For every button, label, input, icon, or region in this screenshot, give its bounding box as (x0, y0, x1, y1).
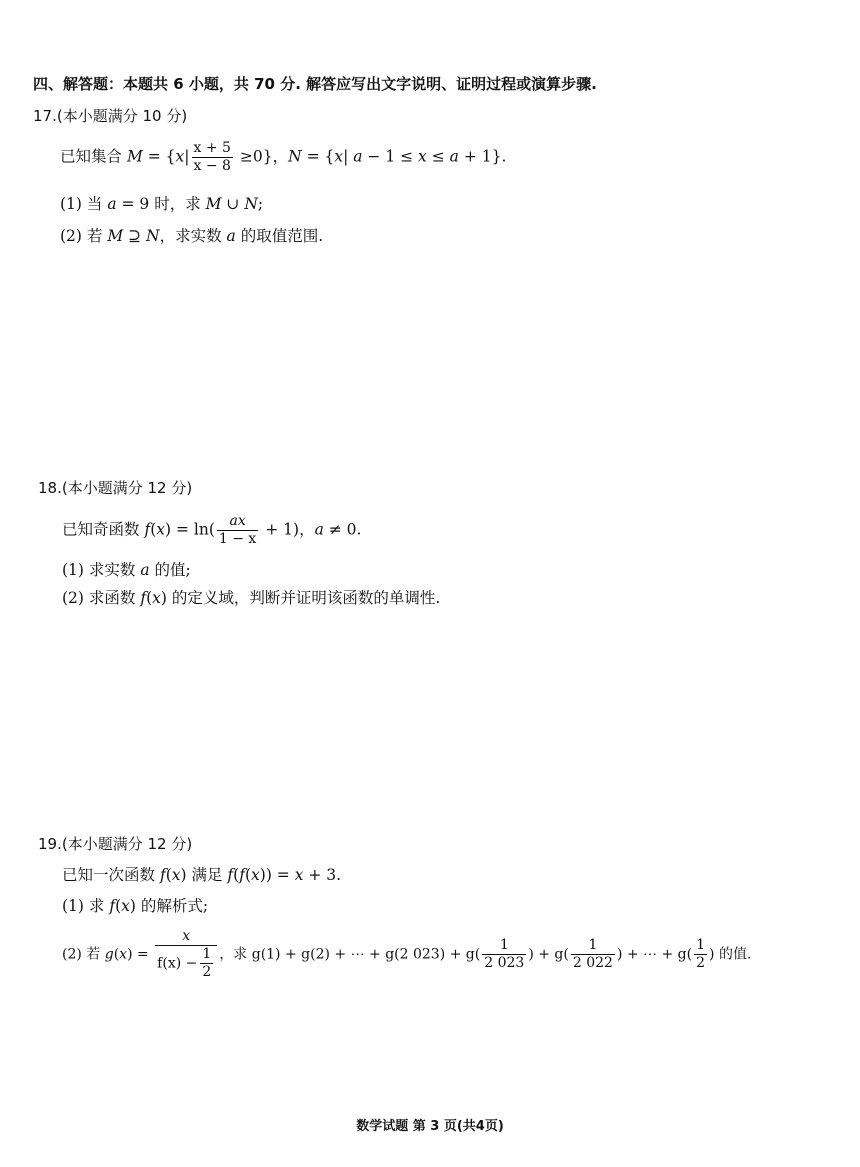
var-N: N (288, 147, 302, 166)
part-text: (2) 若 (60, 227, 108, 245)
fraction-denominator: 2 022 (572, 955, 613, 971)
part-text: (1) 求 (62, 897, 110, 915)
q19-number: 19. (38, 835, 62, 853)
q19-part2 (62, 928, 751, 981)
fraction-denominator: x − 8 (193, 158, 231, 174)
var-f: f (159, 866, 166, 884)
part-text: (1) 当 (60, 195, 108, 213)
q17-score: (本小题满分 10 分) (56, 107, 188, 125)
var-x: x (294, 866, 304, 884)
q18-part1 (62, 560, 191, 580)
q19-stem-text: )) = (259, 866, 295, 884)
var-x: x (152, 589, 161, 607)
part-text: ( (146, 589, 153, 607)
var-a: a (226, 227, 236, 245)
q17-stem-text: = { (301, 147, 335, 166)
part-text: = 9 时，求 (116, 195, 206, 213)
var-f: f (227, 866, 234, 884)
nested-fraction (200, 946, 213, 981)
q19-stem-text: ( (233, 866, 240, 884)
part-text: (2) 若 (62, 946, 105, 963)
q18-heading (38, 478, 192, 498)
q18-fraction (217, 513, 258, 548)
q17-stem-text: 已知集合 (60, 147, 127, 166)
fraction-numerator: x (155, 928, 217, 946)
var-x: x (251, 866, 260, 884)
q17-number: 17. (33, 107, 57, 125)
q19-part1 (62, 896, 208, 916)
q17-stem-text: + 1}. (458, 147, 507, 166)
q17-fraction (192, 140, 233, 175)
fraction-denominator: 1 − x (218, 531, 257, 547)
part-text: (1) 求实数 (62, 561, 141, 579)
fraction-numerator: 1 (482, 937, 526, 955)
q17-stem-text: | (184, 147, 190, 166)
q18-stem-text: ≠ 0. (323, 520, 362, 539)
part-text: ) + g( (528, 946, 569, 963)
var-a: a (140, 561, 150, 579)
part-text: ⊇ (123, 227, 147, 245)
q19-stem-text: 已知一次函数 (62, 866, 160, 884)
part-text: ，求 g(1) + g(2) + ⋯ + g(2 023) + g( (219, 946, 481, 963)
part-text: ( (115, 897, 122, 915)
var-x: x (171, 866, 181, 884)
q19-main-fraction (155, 928, 217, 981)
q18-stem-text: 已知奇函数 (62, 520, 145, 539)
q18-part2 (62, 588, 440, 608)
var-g: g (104, 946, 114, 963)
var-N: N (146, 227, 160, 245)
q19-heading (38, 834, 192, 854)
fraction-numerator: 1 (696, 937, 706, 953)
var-a: a (314, 520, 324, 539)
var-x: x (418, 147, 427, 166)
q17-stem-text: − 1 ≤ (362, 147, 419, 166)
q18-stem-text: ) = ln( (165, 520, 215, 539)
q19-stem-text: ) 满足 (180, 866, 228, 884)
part-text: ( (113, 946, 120, 963)
var-x: x (121, 897, 130, 915)
part-text: (2) 求函数 (62, 589, 141, 607)
fraction-denominator: 2 023 (484, 955, 525, 971)
q17-stem (60, 140, 506, 175)
part-text: ; (257, 195, 264, 213)
part-text: ) 的值. (709, 946, 752, 963)
fraction-1-2 (694, 937, 707, 972)
fraction-1-2022 (571, 937, 615, 972)
denominator-text: f(x) − (157, 955, 198, 972)
var-M: M (205, 195, 222, 213)
fraction-numerator: x + 5 (193, 140, 231, 156)
var-a: a (449, 147, 459, 166)
q18-score: (本小题满分 12 分) (61, 479, 193, 497)
q18-stem (62, 513, 361, 548)
var-N: N (244, 195, 258, 213)
q17-stem-text: = { (142, 147, 176, 166)
q18-stem-text: + 1)， (260, 520, 315, 539)
part-text: ∪ (221, 195, 245, 213)
var-x: x (119, 946, 128, 963)
fraction-denominator (155, 946, 217, 981)
q17-stem-text: ≤ (426, 147, 450, 166)
var-a: a (353, 147, 363, 166)
q18-stem-text: ( (150, 520, 157, 539)
q19-stem-text: + 3. (303, 866, 342, 884)
var-a: a (107, 195, 117, 213)
q17-part2 (60, 226, 323, 246)
var-f: f (239, 866, 245, 884)
fraction-numerator: 1 (202, 946, 212, 962)
var-M: M (126, 147, 143, 166)
part-text: ) 的解析式; (129, 897, 209, 915)
part-text: 的值; (149, 561, 191, 579)
part-text: ) = (127, 946, 154, 963)
fraction-numerator: 1 (571, 937, 615, 955)
q19-stem-text: ( (244, 866, 252, 884)
q19-score: (本小题满分 12 分) (61, 835, 193, 853)
q17-stem-text: ≥0}， (234, 147, 289, 166)
q17-part1 (60, 194, 263, 214)
var-f: f (140, 589, 147, 607)
var-f: f (144, 520, 151, 539)
fraction-denominator: 2 (696, 955, 706, 971)
fraction-denominator: 2 (202, 964, 212, 980)
var-f: f (109, 897, 116, 915)
q17-heading (33, 106, 187, 126)
part-text: ，求实数 (159, 227, 227, 245)
var-x: x (175, 147, 185, 166)
part-text: 的取值范围. (235, 227, 324, 245)
var-M: M (107, 227, 124, 245)
q19-stem-text: ( (165, 866, 172, 884)
section-header: 四、解答题：本题共 6 小题，共 70 分. 解答应写出文字说明、证明过程或演算步骤. (33, 75, 597, 93)
fraction-1-2023 (482, 937, 526, 972)
fraction-numerator: ax (217, 513, 258, 531)
var-x: x (334, 147, 344, 166)
q18-number: 18. (38, 479, 62, 497)
var-x: x (156, 520, 165, 539)
part-text: ) 的定义域，判断并证明该函数的单调性. (160, 589, 441, 607)
page-footer: 数学试题 第 3 页(共4页) (356, 1119, 504, 1134)
q17-stem-text: | (343, 147, 354, 166)
q19-stem (62, 865, 341, 885)
part-text: ) + ⋯ + g( (616, 946, 693, 963)
